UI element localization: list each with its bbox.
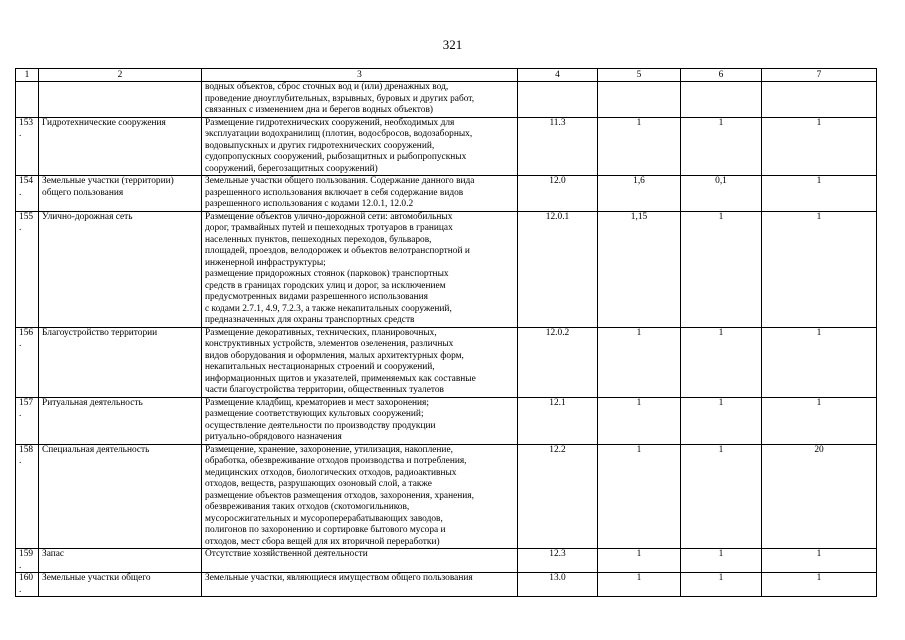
use-code: 12.3 xyxy=(518,549,598,573)
parameter-cell: 1 xyxy=(598,117,681,176)
use-code: 12.0.1 xyxy=(518,211,598,327)
table-row xyxy=(16,176,877,212)
parameter-cell: 1 xyxy=(681,573,762,597)
use-code: 13.0 xyxy=(518,573,598,597)
table-row xyxy=(16,397,877,444)
parameter-cell: 1 xyxy=(598,573,681,597)
use-code: 12.0 xyxy=(518,176,598,212)
use-description: Размещение объектов улично-дорожной сети: автомобильных дорог, трамвайных путей и пешеходных тротуаров в границах населенных пунктов, пешеходных переходов, бульваров, площадей, проездов, велодорожек и объектов велотранспортной и инженерной инфраструктуры; размещение придорожных стоянок (парковок) транспортных средств в границах городских улиц и дорог, за исключением предусмотренных видами разрешенного использования с кодами 2.7.1, 4.9, 7.2.3, а также некапитальных сооружений, предназначенных для охраны транспортных средств xyxy=(202,211,518,327)
parameter-cell: 1 xyxy=(598,397,681,444)
parameter-cell xyxy=(681,82,762,118)
column-header: 5 xyxy=(598,69,681,82)
use-name: Земельные участки общего xyxy=(39,573,202,597)
column-header: 7 xyxy=(762,69,877,82)
table-row xyxy=(16,573,877,597)
column-header: 4 xyxy=(518,69,598,82)
use-code: 12.2 xyxy=(518,444,598,549)
parameter-cell: 1 xyxy=(762,549,877,573)
parameter-cell: 1 xyxy=(762,211,877,327)
use-description: Отсутствие хозяйственной деятельности xyxy=(202,549,518,573)
table-row xyxy=(16,211,877,327)
use-name: Благоустройство территории xyxy=(39,327,202,397)
use-code: 11.3 xyxy=(518,117,598,176)
parameter-cell: 1 xyxy=(762,117,877,176)
parameter-cell: 1,6 xyxy=(598,176,681,212)
parameter-cell: 1 xyxy=(598,444,681,549)
parameter-cell: 1 xyxy=(762,573,877,597)
row-number: 154. xyxy=(16,176,39,212)
use-description: Земельные участки, являющиеся имуществом общего пользования xyxy=(202,573,518,597)
parameter-cell: 1 xyxy=(762,327,877,397)
use-name: Запас xyxy=(39,549,202,573)
table-header-row xyxy=(16,69,877,82)
parameter-cell: 0,1 xyxy=(681,176,762,212)
row-number: 157. xyxy=(16,397,39,444)
row-number: 160. xyxy=(16,573,39,597)
table-row xyxy=(16,117,877,176)
use-description: Размещение, хранение, захоронение, утилизация, накопление, обработка, обезвреживание отходов производства и потребления, медицинских отходов, биологических отходов, радиоактивных отходов, веществ, разрушающих озоновый слой, а также размещение объектов размещения отходов, захоронения, хранения, обезвреживания таких отходов (скотомогильников, мусоросжигательных и мусороперерабатывающих заводов, полигонов по захоронению и сортировке бытового мусора и отходов, мест сбора вещей для их вторичной переработки) xyxy=(202,444,518,549)
table-row xyxy=(16,82,877,118)
parameter-cell: 1 xyxy=(681,549,762,573)
row-number: 159. xyxy=(16,549,39,573)
use-code xyxy=(518,82,598,118)
column-header: 6 xyxy=(681,69,762,82)
use-code: 12.1 xyxy=(518,397,598,444)
parameter-cell: 1 xyxy=(598,549,681,573)
parameter-cell xyxy=(762,82,877,118)
page-number: 321 xyxy=(442,37,463,52)
use-code: 12.0.2 xyxy=(518,327,598,397)
use-description: Размещение кладбищ, крематориев и мест захоронения; размещение соответствующих культовых сооружений; осуществление деятельности по производству продукции ритуально-обрядового назначения xyxy=(202,397,518,444)
parameter-cell: 20 xyxy=(762,444,877,549)
use-description: Размещение декоративных, технических, планировочных, конструктивных устройств, элементов озеленения, различных видов оборудования и оформления, малых архитектурных форм, некапитальных нестационарных строений и сооружений, информационных щитов и указателей, применяемых как составные части благоустройства территории, общественных туалетов xyxy=(202,327,518,397)
column-header: 2 xyxy=(39,69,202,82)
row-number: 158. xyxy=(16,444,39,549)
land-use-table xyxy=(15,68,877,597)
use-name: Земельные участки (территории) общего пользования xyxy=(39,176,202,212)
row-number: 155. xyxy=(16,211,39,327)
use-description: водных объектов, сброс сточных вод и (или) дренажных вод, проведение дноуглубительных, взрывных, буровых и других работ, связанных с изменением дна и берегов водных объектов) xyxy=(202,82,518,118)
use-name: Специальная деятельность xyxy=(39,444,202,549)
parameter-cell: 1 xyxy=(681,211,762,327)
parameter-cell: 1 xyxy=(681,117,762,176)
parameter-cell: 1 xyxy=(598,327,681,397)
column-header: 3 xyxy=(202,69,518,82)
row-number xyxy=(16,82,39,118)
column-header: 1 xyxy=(16,69,39,82)
use-name: Ритуальная деятельность xyxy=(39,397,202,444)
use-description: Земельные участки общего пользования. Содержание данного вида разрешенного использования включает в себя содержание видов разрешенного использования с кодами 12.0.1, 12.0.2 xyxy=(202,176,518,212)
table-row xyxy=(16,549,877,573)
parameter-cell: 1 xyxy=(681,444,762,549)
parameter-cell: 1 xyxy=(681,327,762,397)
table-row xyxy=(16,327,877,397)
use-name xyxy=(39,82,202,118)
use-name: Улично-дорожная сеть xyxy=(39,211,202,327)
parameter-cell: 1,15 xyxy=(598,211,681,327)
use-name: Гидротехнические сооружения xyxy=(39,117,202,176)
use-description: Размещение гидротехнических сооружений, необходимых для эксплуатации водохранилищ (плотин, водосбросов, водозаборных, водовыпускных и других гидротехнических сооружений, судопропускных сооружений, рыбозащитных и рыбопропускных сооружений, берегозащитных сооружений) xyxy=(202,117,518,176)
parameter-cell: 1 xyxy=(681,397,762,444)
parameter-cell xyxy=(598,82,681,118)
parameter-cell: 1 xyxy=(762,397,877,444)
row-number: 153. xyxy=(16,117,39,176)
parameter-cell: 1 xyxy=(762,176,877,212)
row-number: 156. xyxy=(16,327,39,397)
table-row xyxy=(16,444,877,549)
